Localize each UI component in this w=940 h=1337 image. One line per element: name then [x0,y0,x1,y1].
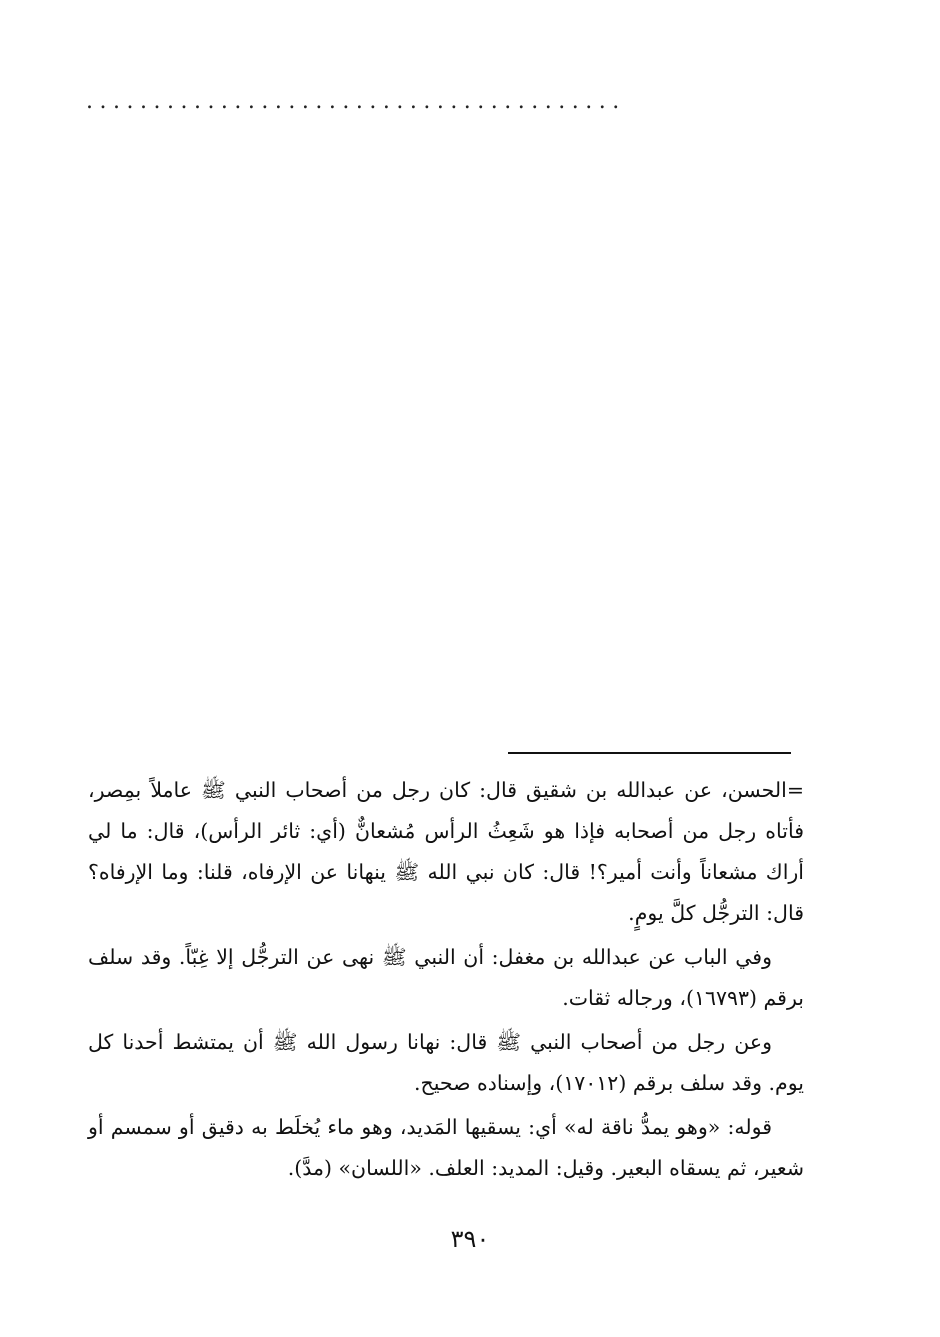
header-dotted-line: ........................................ [86,92,626,112]
footnote-paragraph: وفي الباب عن عبدالله بن مغفل: أن النبي ﷺ نهى عن الترجُّل إلا غِبّاً. وقد سلف برقم (١٦٧٩٣)، ورجاله ثقات. [88,945,804,1010]
footnote-paragraph: وعن رجل من أصحاب النبي ﷺ قال: نهانا رسول الله ﷺ أن يمتشط أحدنا كل يوم. وقد سلف برقم (١٧٠١٢)، وإسناده صحيح. [88,1030,804,1095]
footnote-paragraph: قوله: «وهو يمدُّ ناقة له» أي: يسقيها المَديد، وهو ماء يُخلَط به دقيق أو سمسم أو شعير، ثم يسقاه البعير. وقيل: المديد: العلف. «اللسان» (مدَّ). [88,1115,804,1180]
footnotes [88,770,804,1192]
footnote-paragraph: =الحسن، عن عبدالله بن شقيق قال: كان رجل من أصحاب النبي ﷺ عاملاً بمِصر، فأتاه رجل من أصحابه فإذا هو شَعِثُ الرأس مُشعانٌّ (أي: ثائر الرأس)، قال: ما لي أراك مشعاناً وأنت أمير؟! قال: كان نبي الله ﷺ ينهانا عن الإرفاه، قلنا: وما الإرفاه؟ قال: الترجُّل كلَّ يومٍ. [88,778,804,925]
page-number: ٣٩٠ [450,1225,490,1253]
footnote-separator [508,752,791,754]
